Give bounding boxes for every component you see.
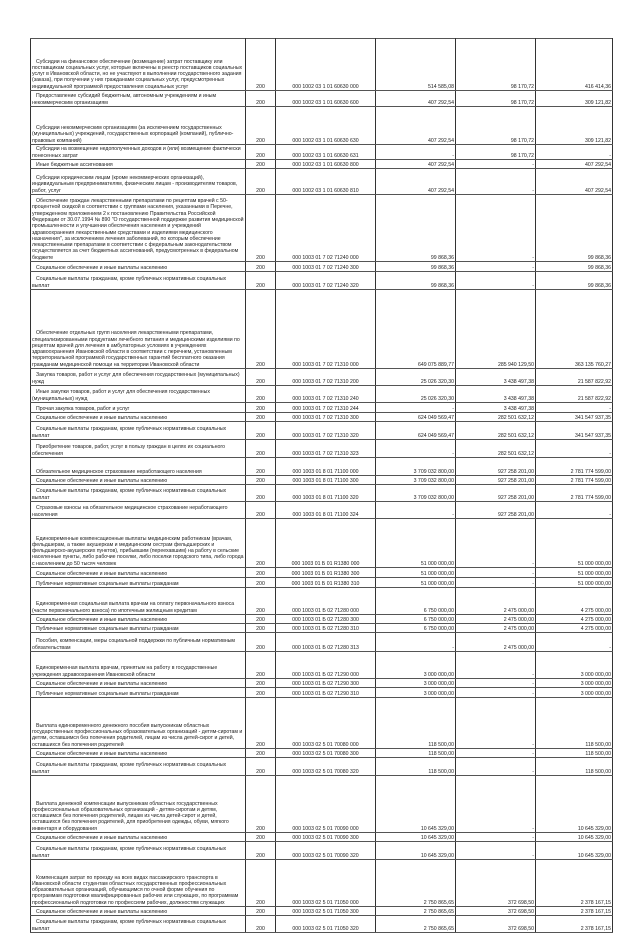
- table-row: [31, 907, 613, 916]
- row-executed-amount: 282 501 632,12: [456, 422, 536, 440]
- row-budget-code: 000 1002 03 1 01 60630 000: [276, 39, 376, 91]
- row-description: Приобретение товаров, работ, услуг в пользу граждан в целях их социального обеспечения: [31, 440, 246, 458]
- row-description: Страховые взносы на обязательное медицинское страхование неработающего населения: [31, 502, 246, 519]
- table-row: [31, 413, 613, 422]
- row-description: Социальное обеспечение и иные выплаты населению: [31, 476, 246, 485]
- row-executed-amount: 3 438 497,38: [456, 403, 536, 413]
- table-row: [31, 749, 613, 758]
- row-budget-code: 000 1003 01 7 02 71310 323: [276, 440, 376, 458]
- row-approved-amount: 407 292,54: [376, 107, 456, 145]
- table-row: [31, 272, 613, 290]
- row-line-code: 200: [246, 39, 276, 91]
- row-budget-code: 000 1003 01 7 02 71310 000: [276, 290, 376, 369]
- table-row: [31, 107, 613, 145]
- row-approved-amount: -: [376, 145, 456, 160]
- row-budget-code: 000 1003 01 Б 01 R1380 300: [276, 568, 376, 578]
- row-line-code: 200: [246, 458, 276, 476]
- table-row: [31, 160, 613, 169]
- row-executed-amount: -: [456, 160, 536, 169]
- row-executed-amount: 3 438 497,38: [456, 386, 536, 403]
- row-budget-code: 000 1003 02 5 01 70090 300: [276, 833, 376, 842]
- table-row: [31, 169, 613, 195]
- row-remaining-amount: 10 645 329,00: [536, 833, 613, 842]
- row-line-code: 200: [246, 262, 276, 272]
- row-remaining-amount: 2 378 167,15: [536, 860, 613, 907]
- row-budget-code: 000 1003 01 7 02 71310 320: [276, 422, 376, 440]
- table-row: [31, 688, 613, 698]
- row-remaining-amount: 3 000 000,00: [536, 679, 613, 688]
- table-row: [31, 615, 613, 624]
- row-description: Пособия, компенсации, меры социальной поддержки по публичным нормативным обязательствам: [31, 633, 246, 652]
- table-row: [31, 568, 613, 578]
- row-line-code: 200: [246, 195, 276, 262]
- row-remaining-amount: 407 292,54: [536, 160, 613, 169]
- row-remaining-amount: 2 781 774 599,00: [536, 485, 613, 502]
- row-line-code: 200: [246, 403, 276, 413]
- row-approved-amount: 2 750 865,65: [376, 860, 456, 907]
- table-row: [31, 698, 613, 749]
- row-executed-amount: -: [456, 758, 536, 776]
- row-budget-code: 000 1003 01 8 01 71100 000: [276, 458, 376, 476]
- row-description: Единовременные компенсационные выплаты медицинским работникам (врачам, фельдшерам, а также акушеркам и медицинским сестрам фельдшерских и фельдшерско-акушерских пунктов), прибывшим (переехавшим) на работу в сельские населенные пункты, либо рабочие поселки, либо поселки городского типа, либо города с населением до 50 тысяч человек: [31, 519, 246, 568]
- row-approved-amount: 2 750 865,65: [376, 916, 456, 933]
- table-row: [31, 502, 613, 519]
- row-executed-amount: -: [456, 679, 536, 688]
- budget-execution-table: [30, 38, 613, 933]
- row-line-code: 200: [246, 749, 276, 758]
- row-description: Субсидии юридическим лицам (кроме некоммерческих организаций), индивидуальным предпринимателям, физическим лицам - производителям товаров, работ, услуг: [31, 169, 246, 195]
- row-line-code: 200: [246, 688, 276, 698]
- row-remaining-amount: 21 587 822,92: [536, 369, 613, 386]
- row-description: Единовременная выплата врачам, принятым на работу в государственные учреждения здравоохранения Ивановской области: [31, 652, 246, 679]
- row-description: Социальные выплаты гражданам, кроме публичных нормативных социальных выплат: [31, 758, 246, 776]
- row-line-code: 200: [246, 615, 276, 624]
- row-budget-code: 000 1003 02 5 01 70080 300: [276, 749, 376, 758]
- row-budget-code: 000 1003 01 8 01 71100 300: [276, 476, 376, 485]
- row-approved-amount: 3 000 000,00: [376, 679, 456, 688]
- row-description: Социальные выплаты гражданам, кроме публичных нормативных социальных выплат: [31, 422, 246, 440]
- row-executed-amount: 98 170,72: [456, 39, 536, 91]
- row-description: Обязательное медицинское страхование неработающего населения: [31, 458, 246, 476]
- table-row: [31, 916, 613, 933]
- row-approved-amount: 10 645 329,00: [376, 833, 456, 842]
- row-line-code: 200: [246, 476, 276, 485]
- row-remaining-amount: 309 121,82: [536, 107, 613, 145]
- row-line-code: 200: [246, 160, 276, 169]
- row-executed-amount: -: [456, 688, 536, 698]
- row-budget-code: 000 1002 03 1 01 60630 630: [276, 107, 376, 145]
- row-executed-amount: -: [456, 833, 536, 842]
- row-approved-amount: 25 026 320,30: [376, 386, 456, 403]
- row-description: Публичные нормативные социальные выплаты гражданам: [31, 688, 246, 698]
- row-budget-code: 000 1003 01 Б 02 71280 000: [276, 588, 376, 615]
- row-line-code: 200: [246, 485, 276, 502]
- row-executed-amount: -: [456, 842, 536, 860]
- row-executed-amount: 3 438 497,38: [456, 369, 536, 386]
- row-budget-code: 000 1002 03 1 01 60630 600: [276, 91, 376, 107]
- row-remaining-amount: 10 645 329,00: [536, 842, 613, 860]
- row-description: Социальное обеспечение и иные выплаты населению: [31, 615, 246, 624]
- row-approved-amount: 3 709 032 800,00: [376, 476, 456, 485]
- row-approved-amount: 99 868,36: [376, 195, 456, 262]
- row-remaining-amount: 51 000 000,00: [536, 519, 613, 568]
- row-line-code: 200: [246, 698, 276, 749]
- row-remaining-amount: 309 121,82: [536, 91, 613, 107]
- table-row: [31, 262, 613, 272]
- row-line-code: 200: [246, 440, 276, 458]
- row-budget-code: 000 1003 01 Б 01 R1380 000: [276, 519, 376, 568]
- row-line-code: 200: [246, 91, 276, 107]
- row-budget-code: 000 1003 01 7 02 71240 000: [276, 195, 376, 262]
- row-executed-amount: -: [456, 698, 536, 749]
- table-row: [31, 842, 613, 860]
- row-remaining-amount: 341 547 937,35: [536, 422, 613, 440]
- row-budget-code: 000 1003 01 7 02 71310 240: [276, 386, 376, 403]
- row-budget-code: 000 1003 01 7 02 71240 320: [276, 272, 376, 290]
- row-remaining-amount: 51 000 000,00: [536, 578, 613, 588]
- row-executed-amount: 285 940 129,50: [456, 290, 536, 369]
- row-approved-amount: 51 000 000,00: [376, 519, 456, 568]
- table-row: [31, 633, 613, 652]
- row-approved-amount: 514 585,08: [376, 39, 456, 91]
- row-description: Предоставление субсидий бюджетным, автономным учреждениям и иным некоммерческим организациям: [31, 91, 246, 107]
- row-budget-code: 000 1003 01 Б 02 71290 300: [276, 679, 376, 688]
- row-line-code: 200: [246, 776, 276, 833]
- row-description: Компенсация затрат по проезду на всех видах пассажирского транспорта в Ивановской области студентам областных государственных профессиональных образовательных организаций, обучающимся по очной форме обучения по программам подготовки квалифицированных рабочих или служащих, по программам профессиональной подготовки по профессиям рабочих, должностям служащих: [31, 860, 246, 907]
- table-row: [31, 440, 613, 458]
- table-row: [31, 519, 613, 568]
- row-line-code: 200: [246, 107, 276, 145]
- row-executed-amount: 282 501 632,12: [456, 413, 536, 422]
- row-line-code: 200: [246, 169, 276, 195]
- row-budget-code: 000 1003 01 7 02 71240 300: [276, 262, 376, 272]
- row-executed-amount: 98 170,72: [456, 107, 536, 145]
- table-row: [31, 588, 613, 615]
- row-remaining-amount: 341 547 937,35: [536, 413, 613, 422]
- row-remaining-amount: 118 500,00: [536, 758, 613, 776]
- row-approved-amount: 407 292,54: [376, 91, 456, 107]
- row-line-code: 200: [246, 386, 276, 403]
- row-budget-code: 000 1003 02 5 01 70090 000: [276, 776, 376, 833]
- row-executed-amount: -: [456, 568, 536, 578]
- row-description: Закупка товаров, работ и услуг для обеспечения государственных (муниципальных) нужд: [31, 369, 246, 386]
- row-description: Обеспечение отдельных групп населения лекарственными препаратами, специализированными продуктами лечебного питания и медицинскими изделиями по рецептам врачей для лечения в амбулаторных условиях в учреждениях здравоохранения Ивановской области в соответствии с перечнем, установленным территориальной программой государственных гарантий бесплатного оказания гражданам медицинской помощи на территории Ивановской области: [31, 290, 246, 369]
- row-executed-amount: 2 475 000,00: [456, 588, 536, 615]
- row-remaining-amount: 118 500,00: [536, 749, 613, 758]
- row-line-code: 200: [246, 588, 276, 615]
- row-executed-amount: 282 501 632,12: [456, 440, 536, 458]
- row-remaining-amount: 10 645 329,00: [536, 776, 613, 833]
- row-budget-code: 000 1003 01 8 01 71100 320: [276, 485, 376, 502]
- table-row: [31, 458, 613, 476]
- row-remaining-amount: -: [536, 502, 613, 519]
- table-row: [31, 624, 613, 633]
- row-line-code: 200: [246, 907, 276, 916]
- row-remaining-amount: 3 000 000,00: [536, 652, 613, 679]
- row-line-code: 200: [246, 272, 276, 290]
- row-remaining-amount: 99 868,36: [536, 272, 613, 290]
- table-row: [31, 578, 613, 588]
- row-remaining-amount: -: [536, 403, 613, 413]
- row-approved-amount: 51 000 000,00: [376, 578, 456, 588]
- row-remaining-amount: 2 378 167,15: [536, 907, 613, 916]
- row-description: Социальные выплаты гражданам, кроме публичных нормативных социальных выплат: [31, 272, 246, 290]
- row-approved-amount: 2 750 865,65: [376, 907, 456, 916]
- row-budget-code: 000 1003 02 5 01 71050 320: [276, 916, 376, 933]
- row-remaining-amount: 99 868,36: [536, 262, 613, 272]
- row-approved-amount: 51 000 000,00: [376, 568, 456, 578]
- row-budget-code: 000 1002 03 1 01 60630 810: [276, 169, 376, 195]
- row-remaining-amount: -: [536, 440, 613, 458]
- row-executed-amount: -: [456, 519, 536, 568]
- row-line-code: 200: [246, 652, 276, 679]
- row-line-code: 200: [246, 519, 276, 568]
- row-executed-amount: -: [456, 652, 536, 679]
- row-remaining-amount: 21 587 822,92: [536, 386, 613, 403]
- row-executed-amount: -: [456, 169, 536, 195]
- row-remaining-amount: 2 378 167,15: [536, 916, 613, 933]
- row-description: Иные бюджетные ассигнования: [31, 160, 246, 169]
- row-description: Выплата единовременного денежного пособия выпускникам областных государственных профессиональных образовательных организаций - детям-сиротам и детям, оставшимся без попечения родителей, лицам из числа детей-сирот и детей, оставшихся без попечения родителей: [31, 698, 246, 749]
- row-approved-amount: 10 645 329,00: [376, 776, 456, 833]
- table-row: [31, 403, 613, 413]
- row-executed-amount: -: [456, 578, 536, 588]
- table-row: [31, 422, 613, 440]
- row-remaining-amount: 407 292,54: [536, 169, 613, 195]
- row-approved-amount: 407 292,54: [376, 169, 456, 195]
- table-row: [31, 386, 613, 403]
- table-row: [31, 476, 613, 485]
- row-executed-amount: 98 170,72: [456, 91, 536, 107]
- row-budget-code: 000 1003 01 Б 02 71280 310: [276, 624, 376, 633]
- row-line-code: 200: [246, 369, 276, 386]
- table-row: [31, 369, 613, 386]
- row-line-code: 200: [246, 413, 276, 422]
- row-remaining-amount: 99 868,36: [536, 195, 613, 262]
- row-approved-amount: 118 500,00: [376, 758, 456, 776]
- table-row: [31, 91, 613, 107]
- row-executed-amount: -: [456, 262, 536, 272]
- row-remaining-amount: 2 781 774 599,00: [536, 476, 613, 485]
- row-line-code: 200: [246, 860, 276, 907]
- row-approved-amount: 3 000 000,00: [376, 688, 456, 698]
- table-row: [31, 145, 613, 160]
- row-line-code: 200: [246, 679, 276, 688]
- row-approved-amount: 6 750 000,00: [376, 588, 456, 615]
- row-budget-code: 000 1003 01 8 01 71100 324: [276, 502, 376, 519]
- row-description: Социальные выплаты гражданам, кроме публичных нормативных социальных выплат: [31, 842, 246, 860]
- row-approved-amount: 25 026 320,30: [376, 369, 456, 386]
- row-remaining-amount: 2 781 774 599,00: [536, 458, 613, 476]
- row-description: Социальное обеспечение и иные выплаты населению: [31, 413, 246, 422]
- row-budget-code: 000 1003 01 7 02 71310 300: [276, 413, 376, 422]
- row-description: Иные закупки товаров, работ и услуг для обеспечения государственных (муниципальных) нужд: [31, 386, 246, 403]
- row-executed-amount: 2 475 000,00: [456, 615, 536, 624]
- row-line-code: 200: [246, 916, 276, 933]
- row-line-code: 200: [246, 502, 276, 519]
- row-description: Социальное обеспечение и иные выплаты населению: [31, 907, 246, 916]
- row-description: Прочая закупка товаров, работ и услуг: [31, 403, 246, 413]
- row-description: Социальное обеспечение и иные выплаты населению: [31, 568, 246, 578]
- row-remaining-amount: 4 275 000,00: [536, 615, 613, 624]
- row-budget-code: 000 1003 02 5 01 71050 000: [276, 860, 376, 907]
- row-description: Субсидии на возмещение недополученных доходов и (или) возмещение фактически понесенных затрат: [31, 145, 246, 160]
- table-row: [31, 679, 613, 688]
- row-executed-amount: 372 698,50: [456, 907, 536, 916]
- row-description: Выплата денежной компенсации выпускникам областных государственных профессиональных образовательных организаций - детям-сиротам и детям, оставшимся без попечения родителей, лицам из числа детей-сирот и детей, оставшихся без попечения родителей, для приобретения одежды, обуви, мягкого инвентаря и оборудования: [31, 776, 246, 833]
- row-approved-amount: 6 750 000,00: [376, 624, 456, 633]
- row-approved-amount: 118 500,00: [376, 749, 456, 758]
- row-executed-amount: 372 698,50: [456, 916, 536, 933]
- row-budget-code: 000 1003 02 5 01 71050 300: [276, 907, 376, 916]
- row-approved-amount: 3 000 000,00: [376, 652, 456, 679]
- row-budget-code: 000 1003 01 Б 02 71280 300: [276, 615, 376, 624]
- row-approved-amount: 99 868,36: [376, 272, 456, 290]
- row-approved-amount: 6 750 000,00: [376, 615, 456, 624]
- row-approved-amount: 99 868,36: [376, 262, 456, 272]
- table-row: [31, 758, 613, 776]
- row-remaining-amount: 4 275 000,00: [536, 588, 613, 615]
- table-row: [31, 290, 613, 369]
- row-approved-amount: -: [376, 403, 456, 413]
- row-remaining-amount: 118 500,00: [536, 698, 613, 749]
- row-executed-amount: 927 258 201,00: [456, 502, 536, 519]
- row-executed-amount: 927 258 201,00: [456, 458, 536, 476]
- row-remaining-amount: 416 414,36: [536, 39, 613, 91]
- row-approved-amount: 3 709 032 800,00: [376, 458, 456, 476]
- row-description: Социальное обеспечение и иные выплаты населению: [31, 262, 246, 272]
- table-row: [31, 776, 613, 833]
- row-approved-amount: 649 075 889,77: [376, 290, 456, 369]
- row-approved-amount: 407 292,54: [376, 160, 456, 169]
- row-description: Социальные выплаты гражданам, кроме публичных нормативных социальных выплат: [31, 485, 246, 502]
- row-remaining-amount: 4 275 000,00: [536, 624, 613, 633]
- table-row: [31, 485, 613, 502]
- row-line-code: 200: [246, 758, 276, 776]
- row-line-code: 200: [246, 422, 276, 440]
- row-executed-amount: -: [456, 195, 536, 262]
- table-row: [31, 833, 613, 842]
- row-description: Единовременная социальная выплата врачам на оплату первоначального взноса (части первоначального взноса) по ипотечным жилищным кредитам: [31, 588, 246, 615]
- row-description: Социальное обеспечение и иные выплаты населению: [31, 679, 246, 688]
- row-approved-amount: -: [376, 633, 456, 652]
- row-approved-amount: -: [376, 502, 456, 519]
- row-budget-code: 000 1003 01 Б 02 71290 000: [276, 652, 376, 679]
- table-row: [31, 652, 613, 679]
- row-line-code: 200: [246, 633, 276, 652]
- row-description: Обеспечение граждан лекарственными препаратами по рецептам врачей с 50-процентной скидкой в соответствии с группами населения, указанными в Перечне, утвержденном приложением 2 к постановлению Правительства Российской Федерации от 30.07.1994 № 890 "О государственной поддержке развития медицинской промышленности и улучшении обеспечения населения и учреждений здравоохранения лекарственными средствами и изделиями медицинского назначения", за исключением лечения заболеваний, по которым обеспечение лекарственными препаратами в соответствии с федеральным законодательством осуществляется за счет бюджетных ассигнований, предусмотренных в федеральном бюджете: [31, 195, 246, 262]
- row-budget-code: 000 1003 01 Б 02 71290 310: [276, 688, 376, 698]
- row-executed-amount: 927 258 201,00: [456, 485, 536, 502]
- row-description: Публичные нормативные социальные выплаты гражданам: [31, 578, 246, 588]
- row-line-code: 200: [246, 578, 276, 588]
- row-executed-amount: -: [456, 272, 536, 290]
- table-row: [31, 195, 613, 262]
- row-budget-code: 000 1002 03 1 01 60630 800: [276, 160, 376, 169]
- row-description: Субсидии некоммерческим организациям (за исключением государственных (муниципальных) учреждений, государственных корпораций (компаний), публично-правовых компаний): [31, 107, 246, 145]
- row-budget-code: 000 1003 01 7 02 71310 200: [276, 369, 376, 386]
- row-description: Социальные выплаты гражданам, кроме публичных нормативных социальных выплат: [31, 916, 246, 933]
- row-description: Социальное обеспечение и иные выплаты населению: [31, 833, 246, 842]
- row-line-code: 200: [246, 624, 276, 633]
- row-executed-amount: -: [456, 749, 536, 758]
- row-line-code: 200: [246, 842, 276, 860]
- row-remaining-amount: -: [536, 145, 613, 160]
- row-approved-amount: 10 645 329,00: [376, 842, 456, 860]
- row-line-code: 200: [246, 833, 276, 842]
- row-remaining-amount: 51 000 000,00: [536, 568, 613, 578]
- table-row: [31, 860, 613, 907]
- row-description: Социальное обеспечение и иные выплаты населению: [31, 749, 246, 758]
- row-executed-amount: 98 170,72: [456, 145, 536, 160]
- row-approved-amount: -: [376, 440, 456, 458]
- row-line-code: 200: [246, 145, 276, 160]
- row-approved-amount: 624 049 569,47: [376, 413, 456, 422]
- row-remaining-amount: 3 000 000,00: [536, 688, 613, 698]
- row-budget-code: 000 1003 01 Б 01 R1380 310: [276, 578, 376, 588]
- row-approved-amount: 118 500,00: [376, 698, 456, 749]
- table-row: [31, 39, 613, 91]
- row-budget-code: 000 1002 03 1 01 60630 631: [276, 145, 376, 160]
- row-budget-code: 000 1003 02 5 01 70090 320: [276, 842, 376, 860]
- row-executed-amount: 372 698,50: [456, 860, 536, 907]
- row-budget-code: 000 1003 02 5 01 70080 320: [276, 758, 376, 776]
- row-description: Субсидии на финансовое обеспечение (возмещение) затрат поставщику или поставщикам социальных услуг, которые включены в реестр поставщиков социальных услуг в Ивановской области, но не участвуют в выполнении государственного задания (заказа), при получении у них гражданами социальных услуг, предусмотренных индивидуальной программой предоставления социальных услуг: [31, 39, 246, 91]
- row-description: Публичные нормативные социальные выплаты гражданам: [31, 624, 246, 633]
- row-executed-amount: 927 258 201,00: [456, 476, 536, 485]
- row-remaining-amount: 363 135 760,27: [536, 290, 613, 369]
- row-budget-code: 000 1003 01 7 02 71310 244: [276, 403, 376, 413]
- row-executed-amount: 2 475 000,00: [456, 633, 536, 652]
- row-executed-amount: 2 475 000,00: [456, 624, 536, 633]
- row-approved-amount: 624 049 569,47: [376, 422, 456, 440]
- row-budget-code: 000 1003 01 Б 02 71280 313: [276, 633, 376, 652]
- row-budget-code: 000 1003 02 5 01 70080 000: [276, 698, 376, 749]
- row-approved-amount: 3 709 032 800,00: [376, 485, 456, 502]
- row-remaining-amount: -: [536, 633, 613, 652]
- row-executed-amount: -: [456, 776, 536, 833]
- row-line-code: 200: [246, 568, 276, 578]
- row-line-code: 200: [246, 290, 276, 369]
